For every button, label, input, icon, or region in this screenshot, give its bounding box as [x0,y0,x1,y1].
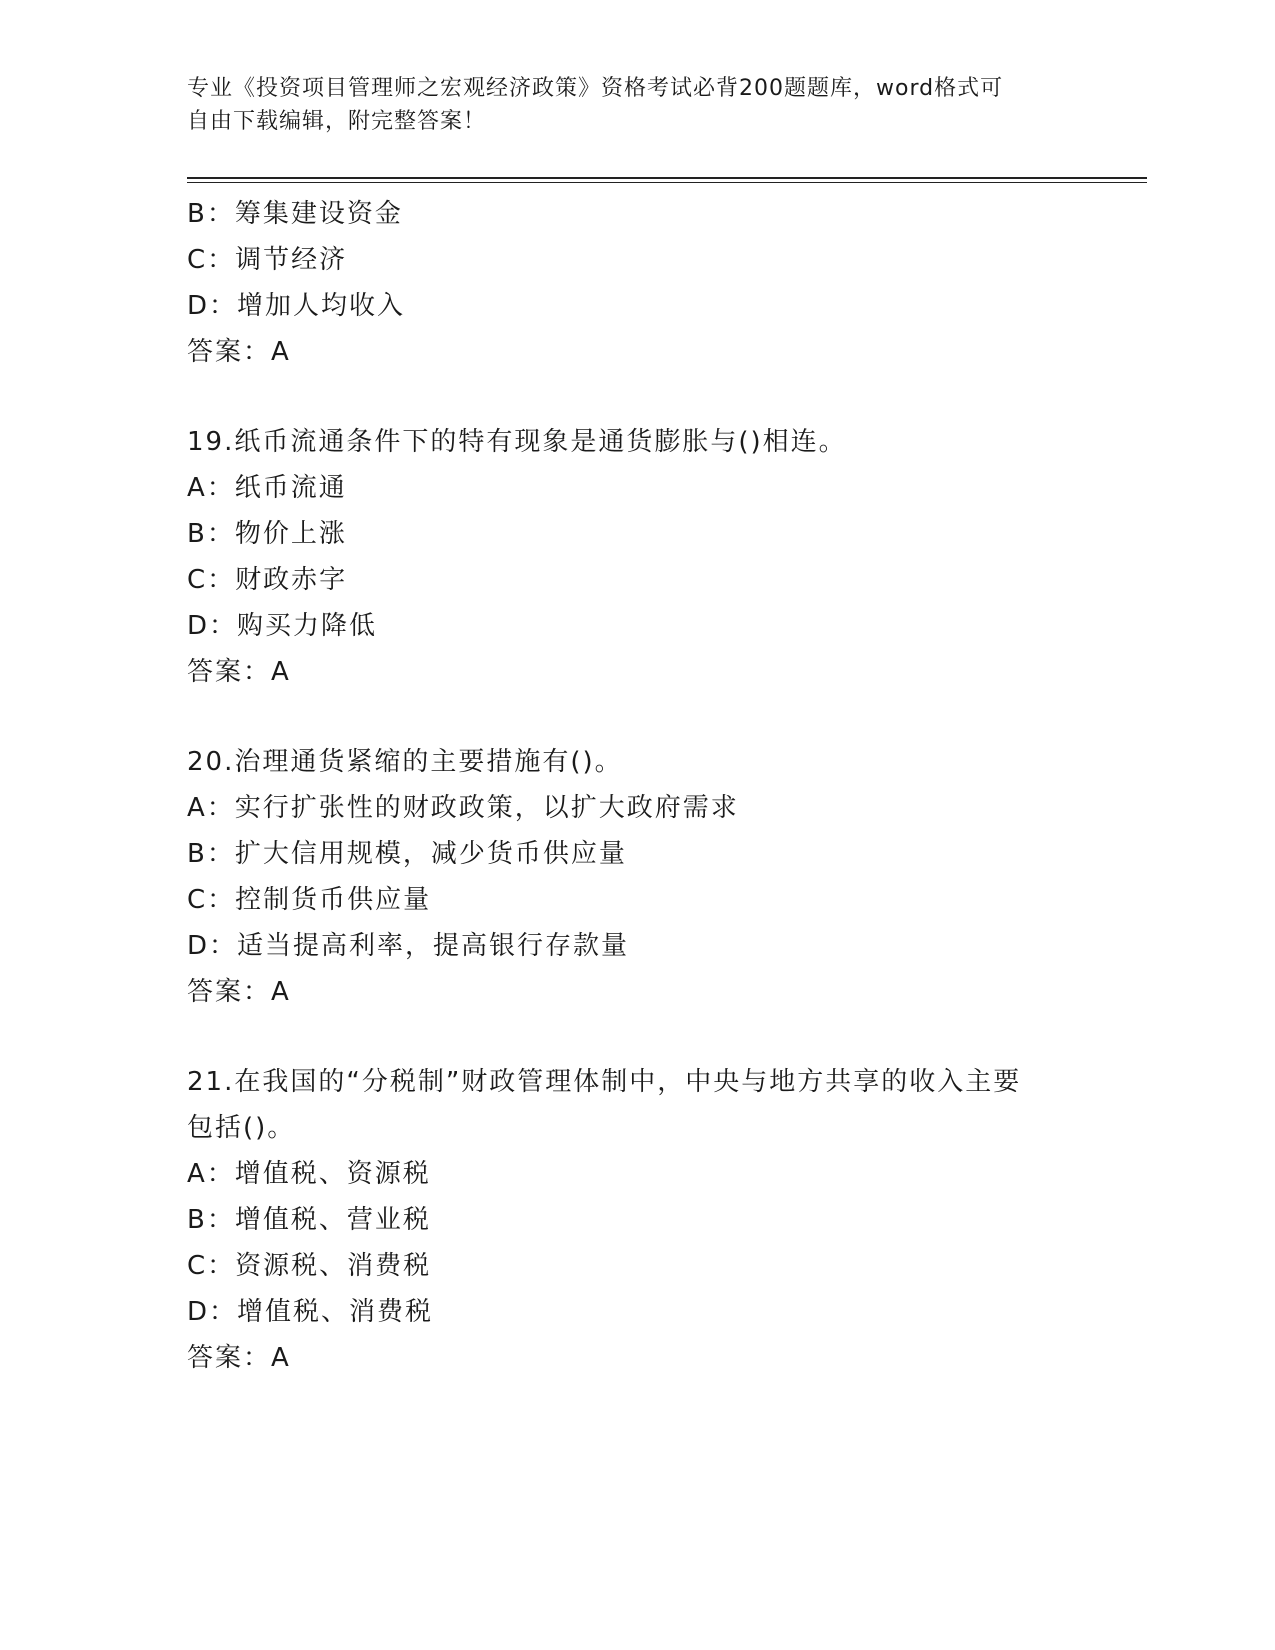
question-block-20 [187,739,1087,1015]
option-b: B：物价上涨 [187,519,347,549]
document-body [187,191,1087,1381]
option-c: C：控制货币供应量 [187,885,432,915]
header-line-2: 自由下载编辑，附完整答案！ [187,109,487,134]
option-b: B：筹集建设资金 [187,199,403,229]
option-d: D：增值税、消费税 [187,1297,434,1327]
option-c: C：资源税、消费税 [187,1251,432,1281]
option-d: D：增加人均收入 [187,291,406,321]
document-header [187,72,1067,138]
answer-line: 答案：A [187,657,291,687]
answer-line: 答案：A [187,337,291,367]
answer-line: 答案：A [187,977,291,1007]
header-rule-thick [187,177,1147,179]
answer-line: 答案：A [187,1343,291,1373]
question-stem-line-1: 21.在我国的“分税制”财政管理体制中，中央与地方共享的收入主要 [187,1067,1022,1097]
option-a: A：增值税、资源税 [187,1159,431,1189]
question-stem-line-2: 包括()。 [187,1113,296,1143]
option-b: B：扩大信用规模，减少货币供应量 [187,839,627,869]
question-stem: 20.治理通货紧缩的主要措施有()。 [187,747,623,777]
question-block-19 [187,419,1087,695]
header-rule-thin [187,182,1147,183]
option-d: D：适当提高利率，提高银行存款量 [187,931,630,961]
question-block-18 [187,191,1087,375]
option-b: B：增值税、营业税 [187,1205,431,1235]
option-c: C：财政赤字 [187,565,348,595]
question-stem: 19.纸币流通条件下的特有现象是通货膨胀与()相连。 [187,427,847,457]
option-a: A：实行扩张性的财政政策，以扩大政府需求 [187,793,739,823]
header-line-1: 专业《投资项目管理师之宏观经济政策》资格考试必背200题题库，word格式可 [187,76,1004,101]
option-d: D：购买力降低 [187,611,378,641]
option-c: C：调节经济 [187,245,348,275]
option-a: A：纸币流通 [187,473,347,503]
question-block-21 [187,1059,1087,1381]
